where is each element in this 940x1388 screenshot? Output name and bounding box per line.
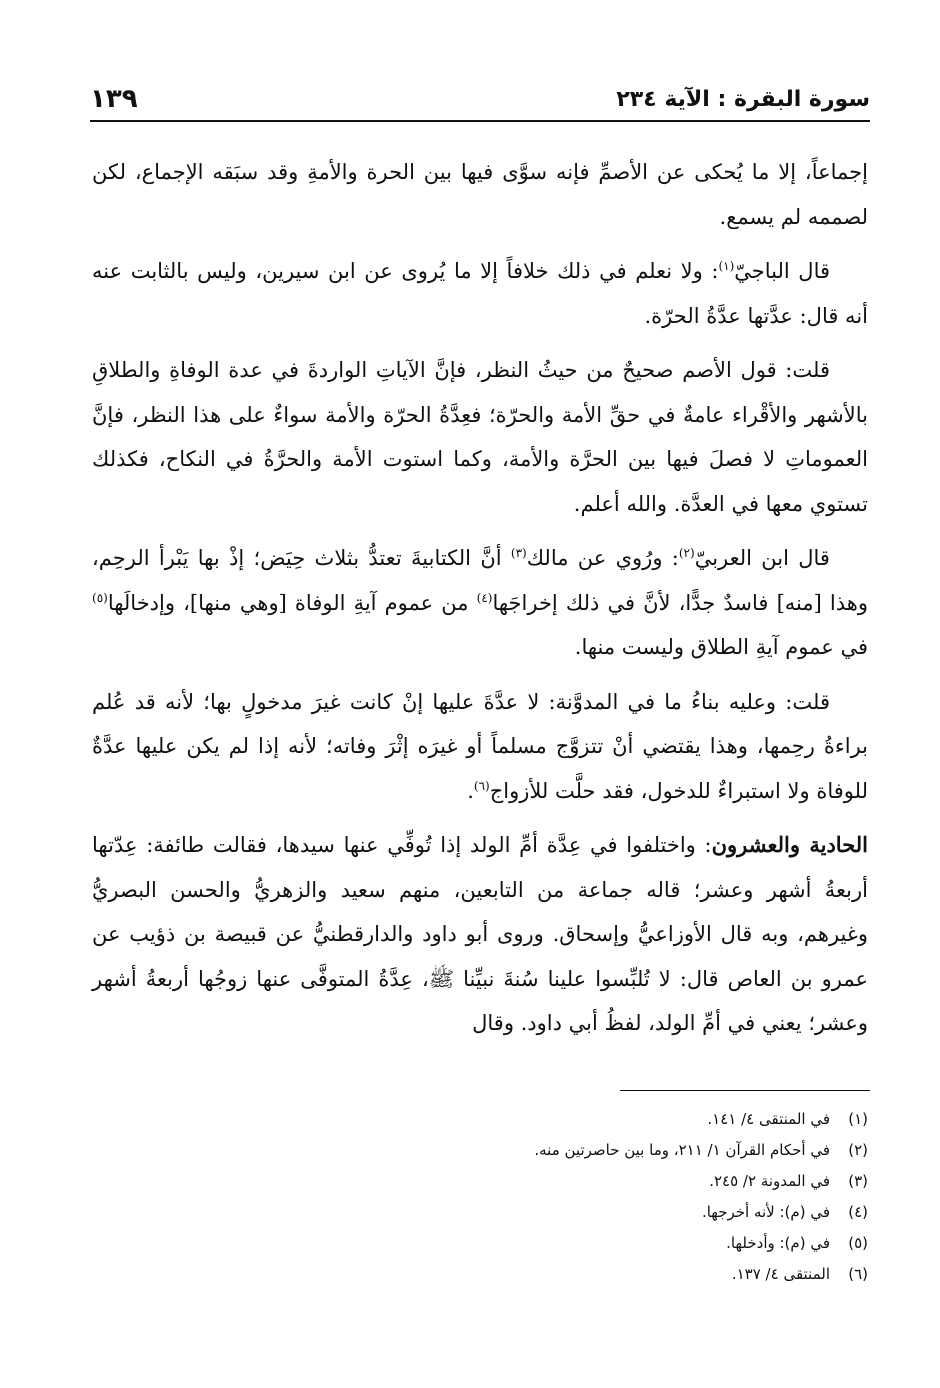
paragraph-2-text-a: قال الباجيّ: [734, 259, 831, 283]
paragraph-3-text: قلت: قول الأصم صحيحٌ من حيثُ النظر، فإنَّ الآياتِ الواردةَ في عدة الوفاةِ والطلاقِ بالأشهر والأقْراء عامةٌ في حقِّ الأمة والحرّة؛ فعِدَّةُ الحرّة والأمة سواءٌ على هذا النظر، فإنَّ العموماتِ لا فصلَ فيها بين الحرَّة والأمة، وكما استوت الأمة والحرَّةُ في النكاح، فكذلك تستوي معها في العدَّة. والله أعلم.: [92, 358, 868, 516]
footnote-text: في أحكام القرآن ١/ ٢١١، وما بين حاصرتين منه.: [534, 1141, 830, 1159]
footnote-number: (٥): [848, 1234, 868, 1252]
footnote-item: [92, 1197, 868, 1228]
footnote-ref-3: (٣): [510, 546, 527, 560]
footnote-text: في (م): لأنه أخرجها.: [701, 1203, 830, 1221]
paragraph-4-text-a: قال ابن العربيّ: [694, 546, 830, 570]
footnote-text: في (م): وأدخلها.: [726, 1234, 830, 1252]
footnote-text: المنتقى ٤/ ١٣٧.: [731, 1265, 830, 1283]
footnote-ref-5: (٥): [92, 590, 108, 605]
footnotes-list: [92, 1104, 868, 1290]
footnote-ref-2: (٢): [678, 546, 695, 560]
footnote-item: [92, 1166, 868, 1197]
footnote-number: (٢): [848, 1141, 868, 1159]
paragraph-4-text-b: : ورُوي عن مالك: [526, 546, 679, 570]
paragraph-4: [92, 536, 868, 670]
page-header: [90, 80, 870, 122]
footnote-item: [92, 1228, 868, 1259]
footnote-number: (٣): [848, 1172, 868, 1190]
main-text: [92, 150, 868, 1056]
footnote-text: في المنتقى ٤/ ١٤١.: [707, 1110, 830, 1128]
section-lead: الحادية والعشرون: [711, 832, 868, 857]
footnote-item: [92, 1135, 868, 1166]
paragraph-5-text-b: .: [467, 778, 474, 803]
page-number: ١٣٩: [90, 84, 138, 114]
footnote-item: [92, 1259, 868, 1290]
footnote-ref-1: (١): [718, 259, 735, 273]
paragraph-3: [92, 348, 868, 526]
footnote-text: في المدونة ٢/ ٢٤٥.: [709, 1172, 830, 1190]
paragraph-1: [92, 150, 868, 239]
footnote-ref-4: (٤): [476, 590, 493, 605]
footnote-number: (١): [848, 1110, 868, 1128]
paragraph-2-text-b: : ولا نعلم في ذلك خلافاً إلا ما يُروى عن ابن سيرين، وليس بالثابت عنه أنه قال: عدَّتها عدَّةُ الحرّة.: [92, 259, 868, 328]
footnote-number: (٤): [848, 1203, 868, 1221]
footnote-ref-6: (٦): [473, 778, 490, 793]
paragraph-5-text-a: قلت: وعليه بناءُ ما في المدوَّنة: لا عدَّةَ عليها إنْ كانت غيرَ مدخولٍ بها؛ لأنه قد عُلم براءةُ رحِمها، وهذا يقتضي أنْ تتزوَّج مسلماً أو غيرَه إثْرَ وفاته؛ لأنه إذا لم يكن عليها عدَّةٌ للوفاة ولا استبراءٌ للدخول، فقد حلَّت للأزواج: [92, 689, 868, 803]
running-title: سورة البقرة : الآية ٢٣٤: [616, 87, 870, 112]
footnote-number: (٦): [848, 1265, 868, 1283]
paragraph-4-text-d: من عموم آيةِ الوفاة [وهي منها]، وإدخالَها: [107, 590, 477, 615]
paragraph-5: [92, 680, 868, 814]
paragraph-4-text-e: في عموم آيةِ الطلاق وليست منها.: [574, 635, 868, 659]
paragraph-1-text: إجماعاً، إلا ما يُحكى عن الأصمِّ فإنه سوَّى فيها بين الحرة والأمةِ وقد سبَقه الإجماع، لكن لصممه لم يسمع.: [92, 160, 868, 229]
paragraph-6: [92, 823, 868, 1046]
paragraph-6-text: : واختلفوا في عِدَّة أمِّ الولد إذا تُوفِّي عنها سيدها، فقالت طائفة: عِدّتها أربعةُ أشهر وعشر؛ قاله جماعة من التابعين، منهم سعيد والزهريُّ والحسن البصريُّ وغيرهم، وبه قال الأوزاعيُّ وإسحاق. وروى أبو داود والدارقطنيُّ عن قبيصة بن ذؤيب عن عمرو بن العاص قال: لا تُلبِّسوا علينا سُنةَ نبيِّنا ﷺ، عِدَّةُ المتوفَّى عنها زوجُها أربعةُ أشهر وعشر؛ يعني في أمِّ الولد، لفظُ أبي داود. وقال: [92, 833, 868, 1035]
paragraph-2: [92, 249, 868, 338]
paragraph-4-text-c: أنَّ الكتابيةَ تعتدُّ بثلاث حِيَض؛ إذْ بها يَبْرأ الرحِم، وهذا [منه] فاسدٌ جدًّا، لأنَّ في ذلك إخراجَها: [92, 546, 868, 615]
footnote-item: [92, 1104, 868, 1135]
footnote-divider: [620, 1090, 870, 1091]
